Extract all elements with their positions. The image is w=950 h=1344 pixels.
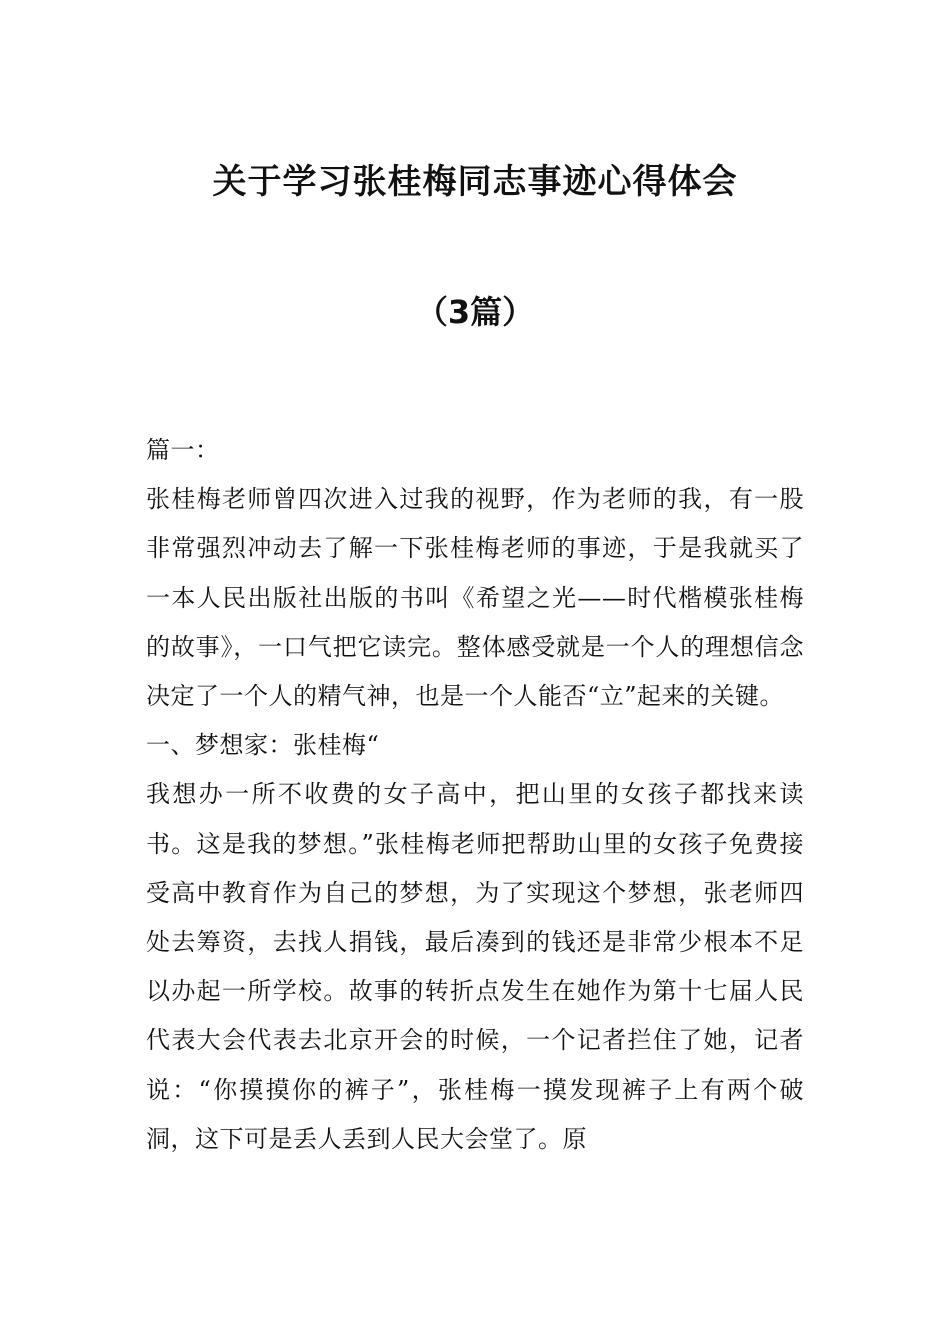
body-paragraph-1: 张桂梅老师曾四次进入过我的视野，作为老师的我，有一股非常强烈冲动去了解一下张桂梅老师的事迹，于是我就买了一本人民出版社出版的书叫《希望之光——时代楷模张桂梅的故事》，一口气把它读完。整体感受就是一个人的理想信念决定了一个人的精气神，也是一个人能否“立”起来的关键。: [146, 485, 804, 711]
section-label: 篇一：: [146, 436, 220, 464]
section-heading-1: 一、梦想家：张桂梅“: [146, 731, 380, 760]
document-title: 关于学习张桂梅同志事迹心得体会: [212, 162, 738, 202]
document-body: [146, 426, 804, 1164]
body-paragraph-2: 我想办一所不收费的女子高中，把山里的女孩子都找来读书。这是我的梦想。”张桂梅老师把帮助山里的女孩子免费接受高中教育作为自己的梦想，为了实现这个梦想，张老师四处去筹资，去找人捐钱，最后凑到的钱还是非常少根本不足以办起一所学校。故事的转折点发生在她作为第十七届人民代表大会代表去北京开会的时候，一个记者拦住了她，记者说：“你摸摸你的裤子”，张桂梅一摸发现裤子上有两个破洞，这下可是丢人丢到人民大会堂了。原: [146, 780, 804, 1153]
document-subtitle: （3篇）: [415, 293, 535, 331]
